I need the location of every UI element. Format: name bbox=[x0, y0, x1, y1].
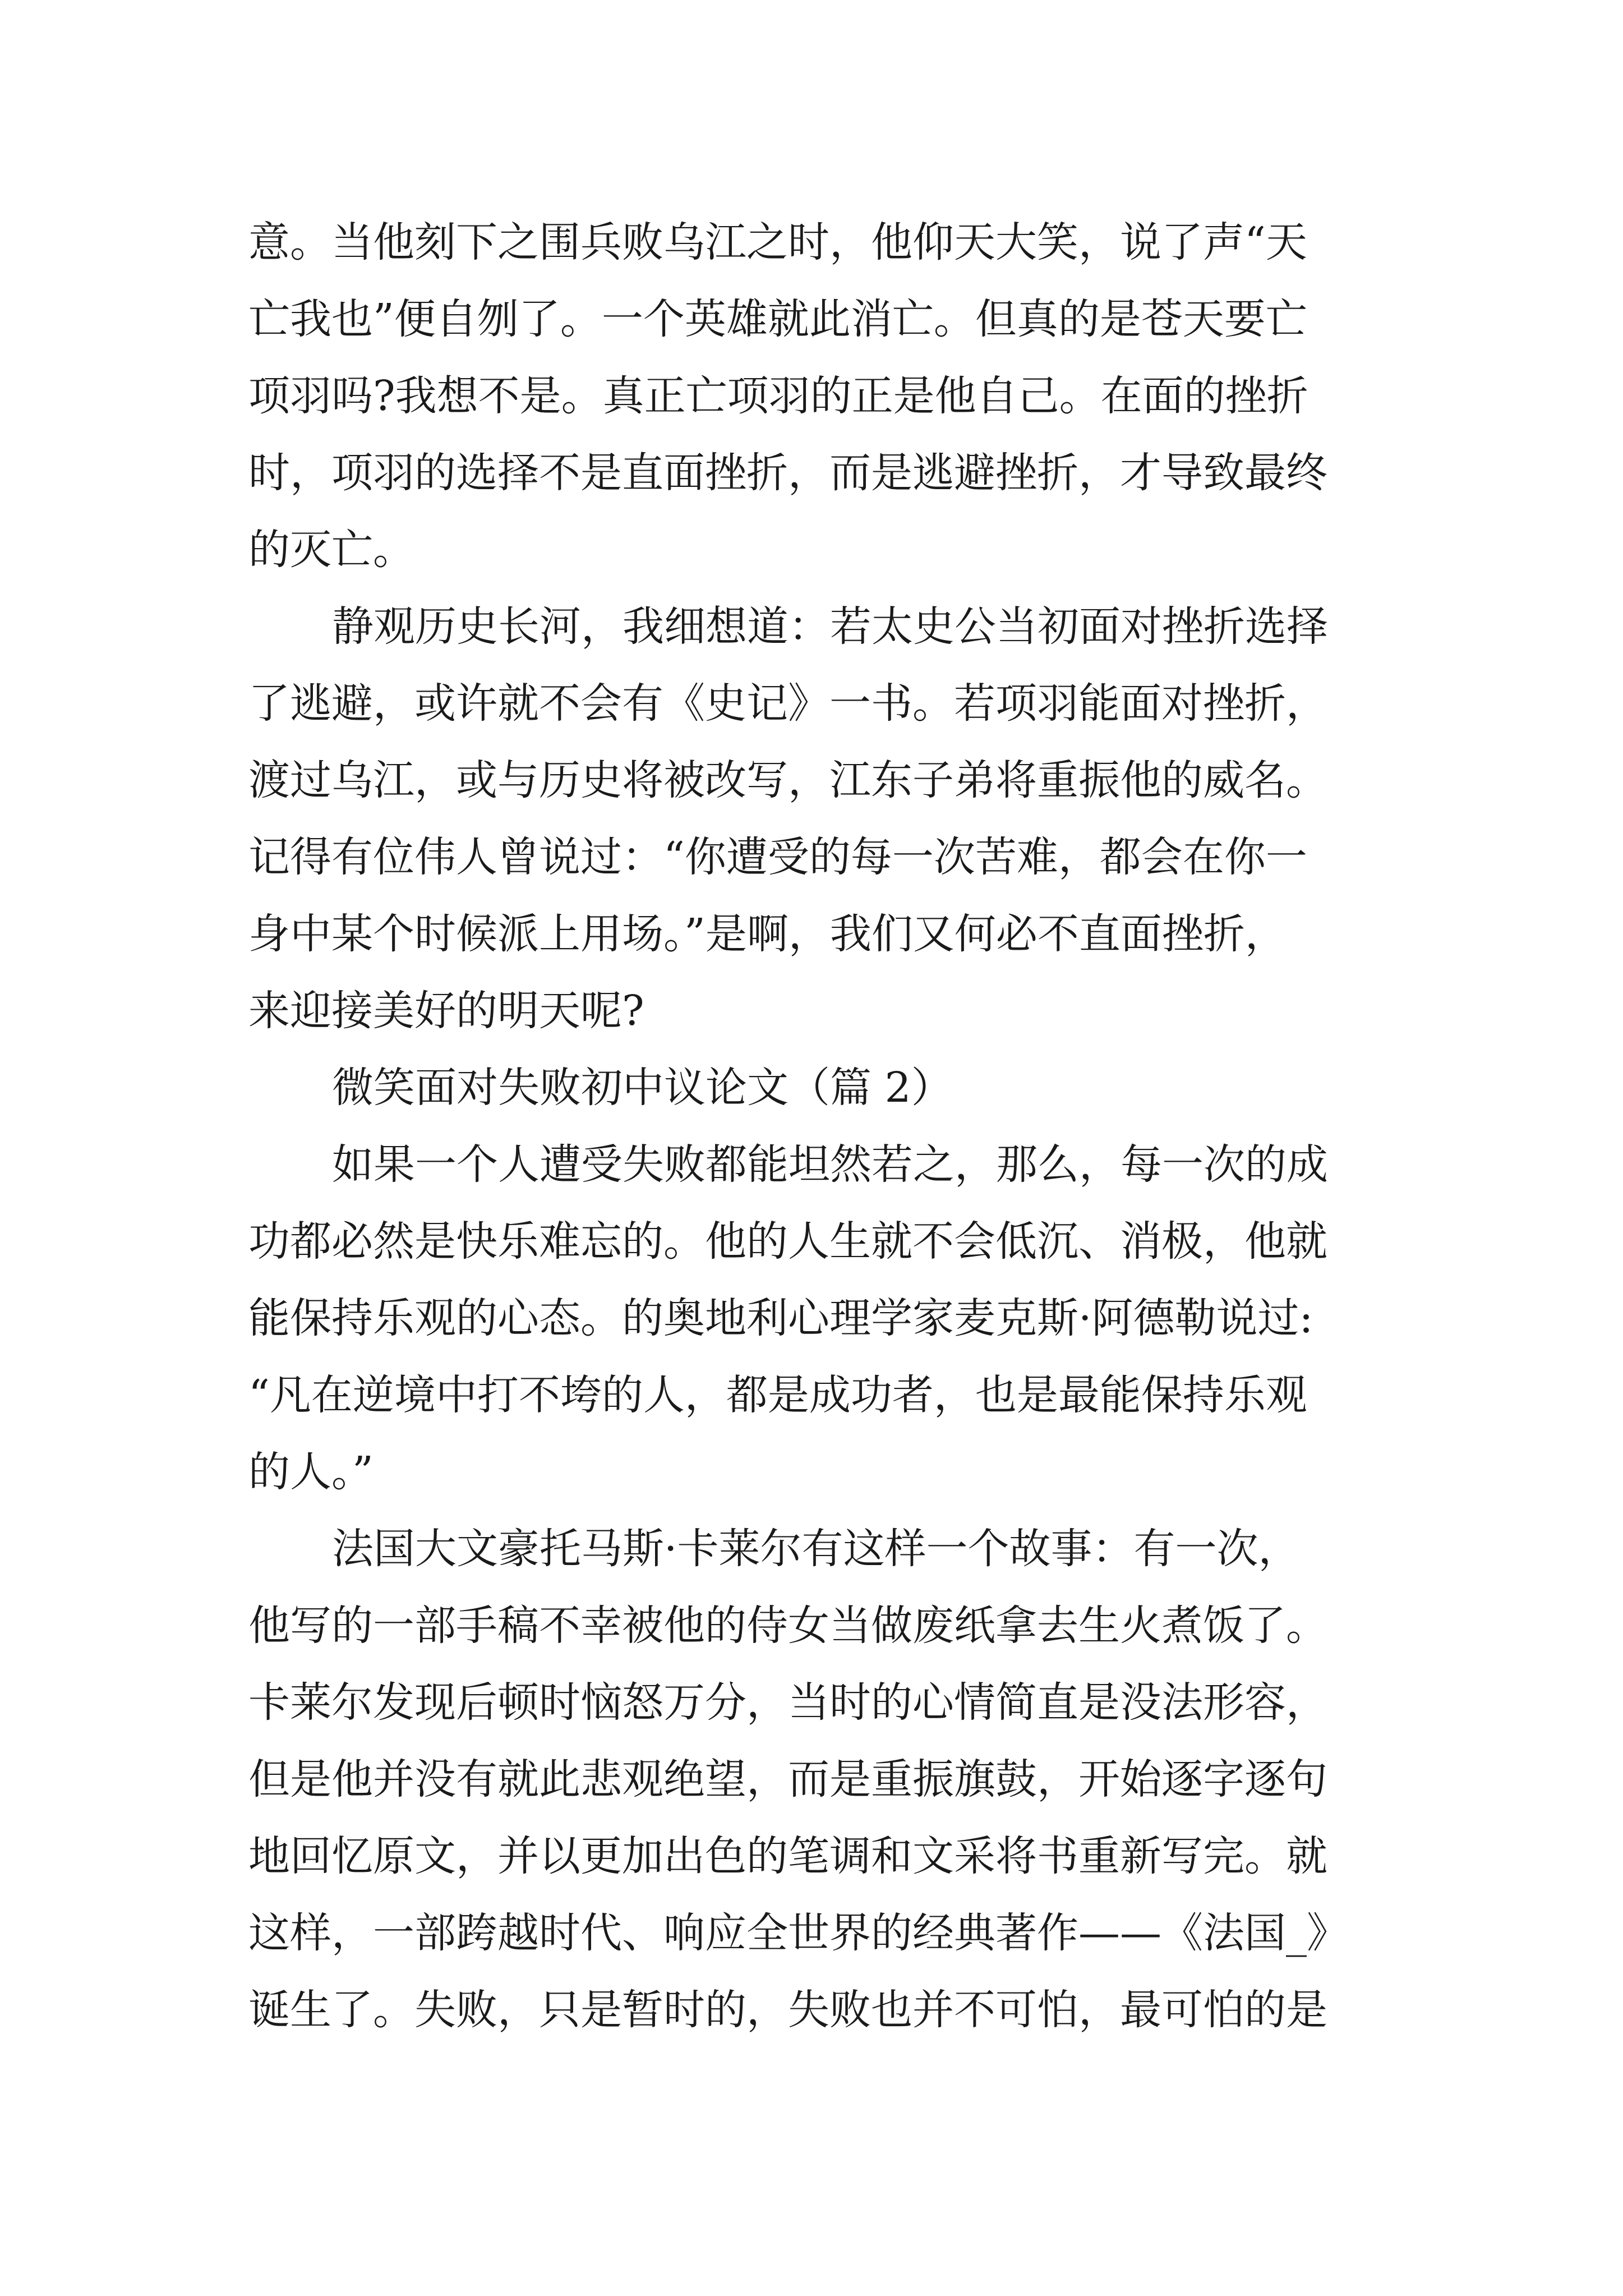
text-line: 地回忆原文，并以更加出色的笔调和文采将书重新写完。就 bbox=[248, 1832, 1327, 1880]
paragraph-first-line: 静观历史长河，我细想道：若太史公当初面对挫折选择 bbox=[332, 602, 1328, 651]
text-line: 的灭亡。 bbox=[248, 526, 414, 574]
text-line: “凡在逆境中打不垮的人，都是成功者，也是最能保持乐观 bbox=[248, 1371, 1307, 1419]
text-line: 功都必然是快乐难忘的。他的人生就不会低沉、消极，他就 bbox=[248, 1217, 1327, 1266]
text-line: 来迎接美好的明天呢? bbox=[248, 987, 644, 1035]
text-line: 时，项羽的选择不是直面挫折，而是逃避挫折，才导致最终 bbox=[248, 449, 1327, 497]
paragraph-first-line: 法国大文豪托马斯·卡莱尔有这样一个故事：有一次， bbox=[332, 1525, 1300, 1573]
text-line: 卡莱尔发现后顿时恼怒万分，当时的心情简直是没法形容， bbox=[248, 1678, 1327, 1727]
text-line: 诞生了。失败，只是暂时的，失败也并不可怕，最可怕的是 bbox=[248, 1986, 1327, 2034]
text-line: 项羽吗?我想不是。真正亡项羽的正是他自己。在面的挫折 bbox=[248, 372, 1308, 420]
text-line: 渡过乌江，或与历史将被改写，江东子弟将重振他的威名。 bbox=[248, 756, 1327, 804]
text-line: 他写的一部手稿不幸被他的侍女当做废纸拿去生火煮饭了。 bbox=[248, 1602, 1327, 1650]
paragraph-first-line: 如果一个人遭受失败都能坦然若之，那么，每一次的成 bbox=[332, 1140, 1328, 1189]
section-heading: 微笑面对失败初中议论文（篇 2） bbox=[332, 1064, 953, 1112]
text-line: 的人。” bbox=[248, 1448, 374, 1496]
text-line: 但是他并没有就此悲观绝望，而是重振旗鼓，开始逐字逐句 bbox=[248, 1755, 1327, 1803]
text-line: 这样，一部跨越时代、响应全世界的经典著作——《法国_》 bbox=[248, 1909, 1348, 1957]
text-line: 能保持乐观的心态。的奥地利心理学家麦克斯·阿德勒说过: bbox=[248, 1294, 1313, 1342]
text-line: 身中某个时候派上用场。”是啊，我们又何必不直面挫折， bbox=[248, 910, 1287, 958]
text-line: 记得有位伟人曾说过：“你遭受的每一次苦难，都会在你一 bbox=[248, 833, 1307, 881]
text-line: 了逃避，或许就不会有《史记》一书。若项羽能面对挫折， bbox=[248, 679, 1327, 728]
text-line: 意。当他刻下之围兵败乌江之时，他仰天大笑，说了声“天 bbox=[248, 218, 1307, 266]
text-line: 亡我也”便自刎了。一个英雄就此消亡。但真的是苍天要亡 bbox=[248, 295, 1307, 343]
